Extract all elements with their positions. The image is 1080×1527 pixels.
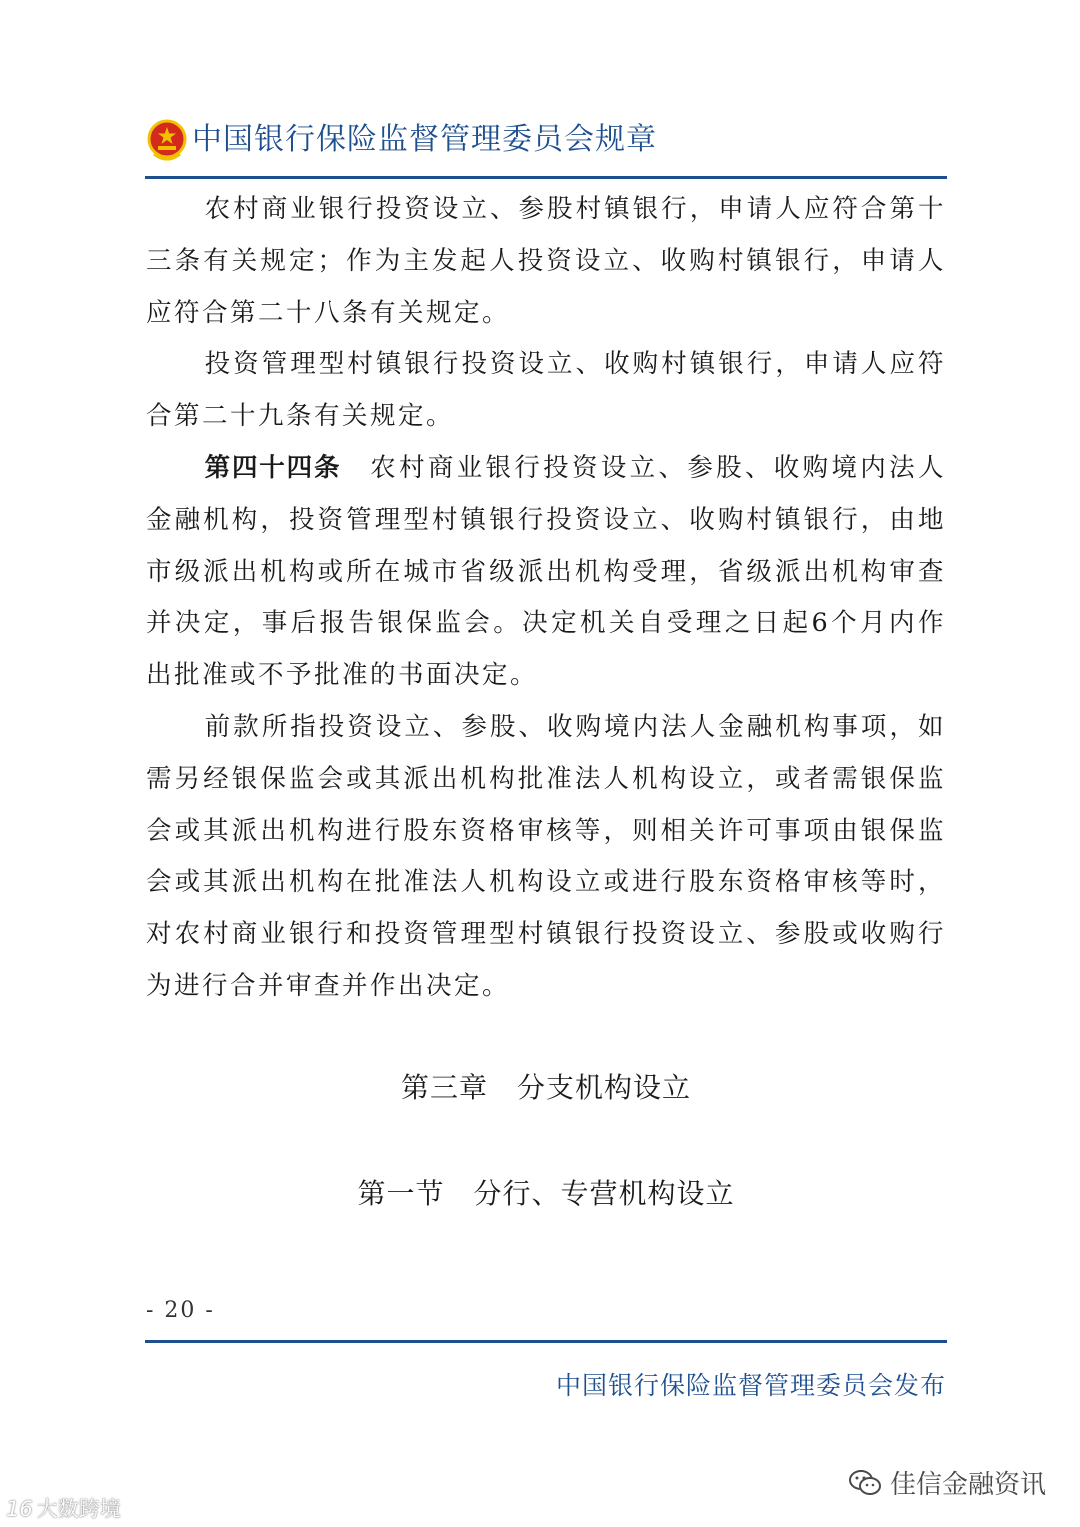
paragraph-1 [146, 184, 946, 339]
document-body [146, 184, 946, 1013]
watermark-left [6, 1493, 121, 1523]
watermark-left-text: 大数跨境 [36, 1497, 121, 1521]
header-title: 中国银行保险监督管理委员会规章 [192, 122, 657, 157]
footer-publisher: 中国银行保险监督管理委员会发布 [555, 1371, 946, 1400]
paragraph-4 [146, 702, 946, 1013]
chapter-heading: 第三章 分支机构设立 [400, 1071, 691, 1104]
paragraph-text: 投资管理型村镇银行投资设立、收购村镇银行，申请人应符合第二十九条有关规定。 [146, 349, 946, 432]
footer-rule [145, 1340, 947, 1343]
paragraph-text: 农村商业银行投资设立、参股村镇银行，申请人应符合第十三条有关规定；作为主发起人投资设立、收购村镇银行，申请人应符合第二十八条有关规定。 [146, 194, 946, 328]
header-rule [145, 176, 947, 179]
article-number: 第四十四条 [204, 452, 342, 483]
national-emblem-icon [146, 118, 188, 164]
paragraph-text: 前款所指投资设立、参股、收购境内法人金融机构事项，如需另经银保监会或其派出机构批准法人机构设立，或者需银保监会或其派出机构进行股东资格审核等，则相关许可事项由银保监会或其派出机构在批准法人机构设立或进行股东资格审核等时，对农村商业银行和投资管理型村镇银行投资设立、参股或收购行为进行合并审查并作出决定。 [146, 711, 946, 1001]
watermark-right [848, 1464, 1046, 1501]
paragraph-2 [146, 339, 946, 443]
section-heading: 第一节 分行、专营机构设立 [357, 1177, 735, 1210]
page-header [146, 112, 946, 172]
paragraph-text: 农村商业银行投资设立、参股、收购境内法人金融机构，投资管理型村镇银行投资设立、收购村镇银行，由地市级派出机构或所在城市省级派出机构受理，省级派出机构审查并决定，事后报告银保监会。决定机关自受理之日起6个月内作出批准或不予批准的书面决定。 [146, 452, 946, 691]
paragraph-3 [146, 443, 946, 702]
wechat-icon [848, 1468, 882, 1498]
watermark-logo-icon: 16 [6, 1497, 33, 1521]
watermark-right-text: 佳信金融资讯 [889, 1470, 1046, 1500]
page-number: - 20 - [146, 1298, 215, 1323]
